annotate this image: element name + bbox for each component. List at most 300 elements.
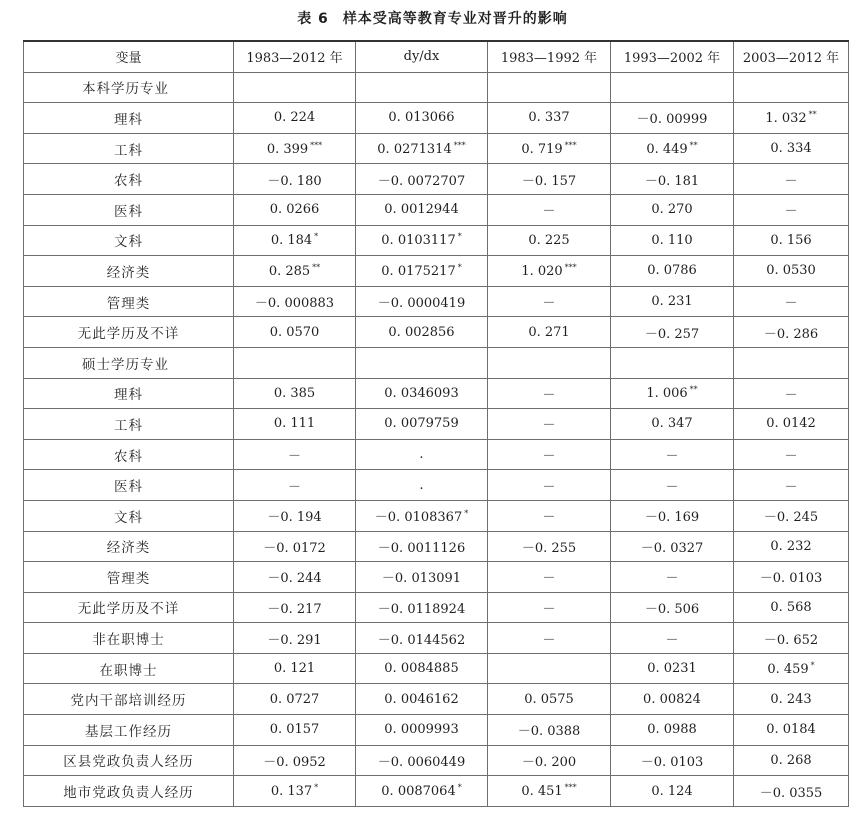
table-cell: [611, 500, 734, 531]
cell-value: 0. 334: [770, 141, 812, 157]
table-cell: [734, 317, 849, 348]
row-label: 管理类: [24, 562, 234, 593]
table-cell: [488, 164, 611, 195]
cell-value: 1. 032: [765, 110, 807, 126]
cell-value: －0. 652: [763, 632, 819, 648]
table-cell: [234, 439, 356, 470]
row-label: 文科: [24, 225, 234, 256]
table-cell: [488, 470, 611, 501]
cell-value: 0. 225: [528, 232, 570, 248]
cell-value: 0. 184: [270, 233, 313, 249]
table-cell: [734, 225, 849, 256]
cell-value: －0. 194: [267, 510, 322, 526]
table-cell: [611, 531, 734, 562]
table-cell: [234, 562, 356, 593]
cell-value: 0. 0266: [269, 202, 320, 218]
table-cell: [488, 72, 611, 103]
cell-value: 0. 270: [651, 202, 693, 218]
significance-mark: *: [314, 232, 319, 242]
cell-value: 0. 399: [266, 141, 309, 157]
table-cell: [234, 500, 356, 531]
cell-value: 0. 231: [651, 294, 693, 310]
table-cell: [611, 470, 734, 501]
significance-mark: *: [464, 509, 469, 519]
cell-value: 1. 020: [521, 263, 563, 279]
cell-value: 0. 121: [273, 661, 316, 677]
significance-mark: *: [314, 783, 319, 793]
cell-value: －: [542, 601, 556, 617]
header-variable: 变量: [24, 41, 234, 72]
cell-value: 0. 719: [521, 141, 563, 157]
table-cell: [234, 133, 356, 164]
cell-value: －: [784, 387, 798, 403]
table-cell: [356, 715, 488, 746]
table-cell: [611, 194, 734, 225]
cell-value: 0. 0184: [766, 722, 816, 738]
cell-value: －: [542, 632, 556, 648]
table-cell: [234, 592, 356, 623]
table-cell: [488, 133, 611, 164]
table-cell: [234, 653, 356, 684]
cell-value: －0. 200: [521, 754, 577, 770]
row-label: 理科: [24, 378, 234, 409]
table-cell: [488, 531, 611, 562]
cell-value: －: [665, 571, 679, 587]
cell-value: －0. 0108367: [374, 510, 463, 526]
significance-mark: ***: [564, 262, 577, 272]
row-label: 医科: [24, 194, 234, 225]
header-row: [24, 41, 849, 72]
table-row: [24, 286, 849, 317]
table-cell: [234, 776, 356, 807]
table-cell: [356, 256, 488, 287]
table-cell: [356, 470, 488, 501]
table-row: [24, 133, 849, 164]
table-cell: [611, 133, 734, 164]
table-cell: [488, 286, 611, 317]
section-row: [24, 72, 849, 103]
header-marginal-effect: dy/dx: [356, 41, 488, 72]
cell-value: 0. 0575: [524, 691, 574, 707]
cell-value: －0. 0172: [263, 540, 326, 556]
cell-value: －0. 0952: [263, 754, 326, 770]
cell-value: －0. 0144562: [377, 632, 466, 648]
significance-mark: *: [810, 660, 815, 670]
table-cell: [488, 776, 611, 807]
table-cell: [611, 286, 734, 317]
table-cell: [734, 623, 849, 654]
cell-value: －: [287, 449, 301, 465]
table-cell: [734, 776, 849, 807]
cell-value: －0. 169: [644, 510, 700, 526]
row-label: 农科: [24, 164, 234, 195]
cell-value: 0. 124: [651, 783, 693, 799]
table-cell: [356, 194, 488, 225]
table-cell: [356, 409, 488, 440]
table-cell: [611, 562, 734, 593]
table-cell: [611, 378, 734, 409]
cell-value: 0. 0346093: [384, 385, 459, 401]
cell-value: 0. 0079759: [384, 416, 459, 432]
significance-mark: **: [689, 385, 698, 395]
table-cell: [356, 531, 488, 562]
cell-value: －: [542, 418, 556, 434]
cell-value: 0. 0009993: [384, 722, 459, 738]
table-cell: [734, 378, 849, 409]
cell-value: 0. 0103117: [381, 233, 456, 249]
table-row: [24, 194, 849, 225]
table-cell: [234, 103, 356, 134]
table-cell: [611, 103, 734, 134]
table-row: [24, 317, 849, 348]
row-label: 党内干部培训经历: [24, 684, 234, 715]
cell-value: 0. 0786: [647, 263, 697, 279]
significance-mark: *: [457, 783, 462, 793]
cell-value: 0. 0231: [647, 661, 697, 677]
table-cell: [356, 164, 488, 195]
table-row: [24, 776, 849, 807]
cell-value: 0. 111: [273, 416, 316, 432]
cell-value: 0. 002856: [388, 324, 455, 340]
table-cell: [234, 409, 356, 440]
cell-value: －: [665, 449, 679, 465]
table-row: [24, 500, 849, 531]
table-cell: [611, 225, 734, 256]
row-label: 工科: [24, 133, 234, 164]
table-body: [24, 72, 849, 806]
table-cell: [734, 653, 849, 684]
cell-value: 0. 0570: [269, 324, 320, 340]
cell-value: －0. 255: [521, 540, 577, 556]
table-cell: [356, 103, 488, 134]
table-cell: [611, 745, 734, 776]
cell-value: －: [542, 449, 556, 465]
table-row: [24, 164, 849, 195]
cell-value: 0. 224: [273, 110, 316, 126]
table-cell: [356, 225, 488, 256]
row-label: 区县党政负责人经历: [24, 745, 234, 776]
cell-value: －0. 180: [267, 173, 322, 189]
significance-mark: ***: [453, 140, 466, 150]
cell-value: 0. 0157: [269, 722, 320, 738]
regression-table: [23, 40, 849, 807]
table-cell: [234, 684, 356, 715]
table-row: [24, 103, 849, 134]
table-cell: [356, 133, 488, 164]
cell-value: －: [784, 479, 798, 495]
table-cell: [356, 745, 488, 776]
table-cell: [734, 133, 849, 164]
table-cell: [611, 653, 734, 684]
table-cell: [356, 592, 488, 623]
table-cell: [611, 347, 734, 378]
row-label: 本科学历专业: [24, 72, 234, 103]
cell-value: 0. 0727: [269, 691, 320, 707]
row-label: 管理类: [24, 286, 234, 317]
table-row: [24, 470, 849, 501]
cell-value: 0. 0046162: [384, 691, 459, 707]
table-cell: [356, 684, 488, 715]
header-period-1: 1983—1992 年: [488, 41, 611, 72]
table-cell: [356, 347, 488, 378]
table-cell: [734, 470, 849, 501]
table-cell: [356, 378, 488, 409]
table-cell: [611, 256, 734, 287]
table-cell: [234, 256, 356, 287]
cell-value: 0. 156: [770, 232, 812, 248]
cell-value: －0. 0388: [517, 724, 581, 740]
table-cell: [488, 103, 611, 134]
table-cell: [734, 592, 849, 623]
cell-value: －: [784, 449, 798, 465]
cell-value: －: [542, 571, 556, 587]
table-cell: [488, 256, 611, 287]
table-cell: [734, 103, 849, 134]
table-cell: [234, 715, 356, 746]
table-cell: [356, 562, 488, 593]
cell-value: 0. 451: [521, 784, 563, 800]
cell-value: －0. 0011126: [377, 540, 466, 556]
table-cell: [488, 317, 611, 348]
cell-value: －: [665, 479, 679, 495]
cell-value: －0. 245: [763, 510, 819, 526]
table-row: [24, 715, 849, 746]
table-row: [24, 592, 849, 623]
header-period-2: 1993—2002 年: [611, 41, 734, 72]
cell-value: －: [542, 204, 556, 220]
cell-value: －: [542, 387, 556, 403]
row-label: 农科: [24, 439, 234, 470]
cell-value: 0. 337: [528, 110, 570, 126]
cell-value: －: [287, 479, 301, 495]
cell-value: 0. 385: [273, 385, 316, 401]
table-cell: [734, 194, 849, 225]
table-cell: [488, 745, 611, 776]
cell-value: －0. 286: [763, 326, 819, 342]
significance-mark: ***: [564, 140, 577, 150]
table-row: [24, 439, 849, 470]
table-caption: 样本受高等教育专业对晋升的影响: [342, 11, 568, 27]
table-cell: [234, 623, 356, 654]
table-cell: [611, 72, 734, 103]
table-row: [24, 684, 849, 715]
table-row: [24, 745, 849, 776]
table-cell: [734, 500, 849, 531]
cell-value: 0. 0012944: [384, 202, 459, 218]
cell-value: －0. 0103: [759, 571, 823, 587]
row-label: 经济类: [24, 256, 234, 287]
table-cell: [234, 194, 356, 225]
cell-value: 0. 449: [646, 141, 688, 157]
cell-value: －: [784, 173, 798, 189]
table-cell: [488, 194, 611, 225]
cell-value: －: [542, 510, 556, 526]
cell-value: －0. 00999: [636, 112, 708, 128]
table-cell: [234, 317, 356, 348]
table-cell: [234, 531, 356, 562]
table-row: [24, 225, 849, 256]
table-cell: [734, 164, 849, 195]
cell-value: －0. 0327: [640, 540, 704, 556]
table-cell: [734, 531, 849, 562]
row-label: 文科: [24, 500, 234, 531]
cell-value: －0. 0118924: [377, 601, 466, 617]
cell-value: －0. 0072707: [377, 173, 466, 189]
table-cell: [488, 592, 611, 623]
cell-value: 0. 268: [770, 752, 812, 768]
cell-value: －0. 257: [644, 326, 700, 342]
table-cell: [356, 286, 488, 317]
cell-value: 0. 00824: [643, 691, 701, 707]
table-cell: [488, 409, 611, 440]
table-cell: [488, 378, 611, 409]
table-cell: [356, 500, 488, 531]
cell-value: －0. 0060449: [377, 754, 466, 770]
cell-value: －0. 217: [267, 601, 322, 617]
table-cell: [234, 347, 356, 378]
cell-value: －: [665, 632, 679, 648]
cell-value: 0. 0530: [766, 263, 816, 279]
table-cell: [356, 623, 488, 654]
table-cell: [488, 623, 611, 654]
table-cell: [488, 500, 611, 531]
table-cell: [734, 347, 849, 378]
table-cell: [488, 562, 611, 593]
significance-mark: *: [457, 262, 462, 272]
cell-value: 0. 243: [770, 691, 812, 707]
table-cell: [611, 592, 734, 623]
cell-value: －0. 244: [267, 571, 322, 587]
table-row: [24, 409, 849, 440]
header-period-3: 2003—2012 年: [734, 41, 849, 72]
table-cell: [611, 409, 734, 440]
cell-value: 0. 0084885: [384, 661, 459, 677]
table-cell: [356, 653, 488, 684]
cell-value: －0. 000883: [254, 296, 335, 312]
cell-value: 0. 285: [268, 263, 311, 279]
cell-value: 0. 0142: [766, 416, 816, 432]
cell-value: .: [419, 447, 424, 463]
table-cell: [611, 715, 734, 746]
table-cell: [611, 623, 734, 654]
table-title: [0, 0, 865, 36]
table-row: [24, 623, 849, 654]
cell-value: －0. 506: [644, 601, 700, 617]
table-cell: [734, 684, 849, 715]
table-cell: [356, 776, 488, 807]
cell-value: －: [542, 296, 556, 312]
cell-value: 0. 110: [651, 232, 693, 248]
row-label: 工科: [24, 409, 234, 440]
table-cell: [234, 72, 356, 103]
cell-value: －: [542, 479, 556, 495]
table-cell: [734, 256, 849, 287]
table-row: [24, 256, 849, 287]
cell-value: －0. 0355: [759, 785, 823, 801]
row-label: 非在职博士: [24, 623, 234, 654]
cell-value: 0. 013066: [388, 110, 455, 126]
table-cell: [734, 745, 849, 776]
cell-value: 0. 0175217: [381, 263, 456, 279]
table-row: [24, 531, 849, 562]
cell-value: －0. 181: [644, 173, 700, 189]
table-cell: [488, 653, 611, 684]
table-cell: [234, 164, 356, 195]
table-cell: [234, 378, 356, 409]
significance-mark: **: [312, 262, 321, 272]
cell-value: －: [784, 204, 798, 220]
cell-value: 0. 0988: [647, 722, 697, 738]
row-label: 无此学历及不详: [24, 592, 234, 623]
cell-value: 0. 347: [651, 416, 693, 432]
table-cell: [234, 470, 356, 501]
row-label: 医科: [24, 470, 234, 501]
significance-mark: ***: [564, 783, 577, 793]
row-label: 无此学历及不详: [24, 317, 234, 348]
table-cell: [734, 715, 849, 746]
cell-value: －0. 291: [267, 632, 322, 648]
row-label: 在职博士: [24, 653, 234, 684]
table-cell: [488, 347, 611, 378]
significance-mark: *: [457, 232, 462, 242]
table-cell: [611, 164, 734, 195]
table-cell: [734, 72, 849, 103]
cell-value: 0. 271: [528, 324, 570, 340]
cell-value: －0. 0103: [640, 754, 704, 770]
table-number: 表 6: [297, 11, 329, 27]
table-cell: [488, 684, 611, 715]
table-cell: [611, 317, 734, 348]
table-cell: [356, 317, 488, 348]
row-label: 地市党政负责人经历: [24, 776, 234, 807]
cell-value: 0. 568: [770, 599, 812, 615]
table-row: [24, 653, 849, 684]
cell-value: －0. 0000419: [377, 296, 466, 312]
table-cell: [734, 409, 849, 440]
cell-value: 0. 232: [770, 538, 812, 554]
table-cell: [611, 776, 734, 807]
significance-mark: **: [689, 140, 698, 150]
cell-value: .: [419, 477, 424, 493]
table-cell: [488, 439, 611, 470]
table-cell: [356, 72, 488, 103]
table-cell: [734, 286, 849, 317]
table-cell: [734, 562, 849, 593]
table-cell: [234, 225, 356, 256]
table-cell: [234, 745, 356, 776]
significance-mark: **: [808, 109, 817, 119]
table-cell: [611, 439, 734, 470]
header-full-period: 1983—2012 年: [234, 41, 356, 72]
cell-value: 0. 0087064: [381, 784, 456, 800]
cell-value: 1. 006: [646, 386, 688, 402]
table-cell: [234, 286, 356, 317]
table-cell: [356, 439, 488, 470]
table-cell: [488, 715, 611, 746]
cell-value: －0. 157: [521, 173, 577, 189]
cell-value: －: [784, 296, 798, 312]
table-row: [24, 378, 849, 409]
section-row: [24, 347, 849, 378]
cell-value: 0. 459: [767, 661, 809, 677]
cell-value: 0. 0271314: [377, 141, 452, 157]
table-cell: [734, 439, 849, 470]
cell-value: －0. 013091: [381, 571, 462, 587]
row-label: 基层工作经历: [24, 715, 234, 746]
significance-mark: ***: [310, 140, 323, 150]
row-label: 经济类: [24, 531, 234, 562]
row-label: 硕士学历专业: [24, 347, 234, 378]
